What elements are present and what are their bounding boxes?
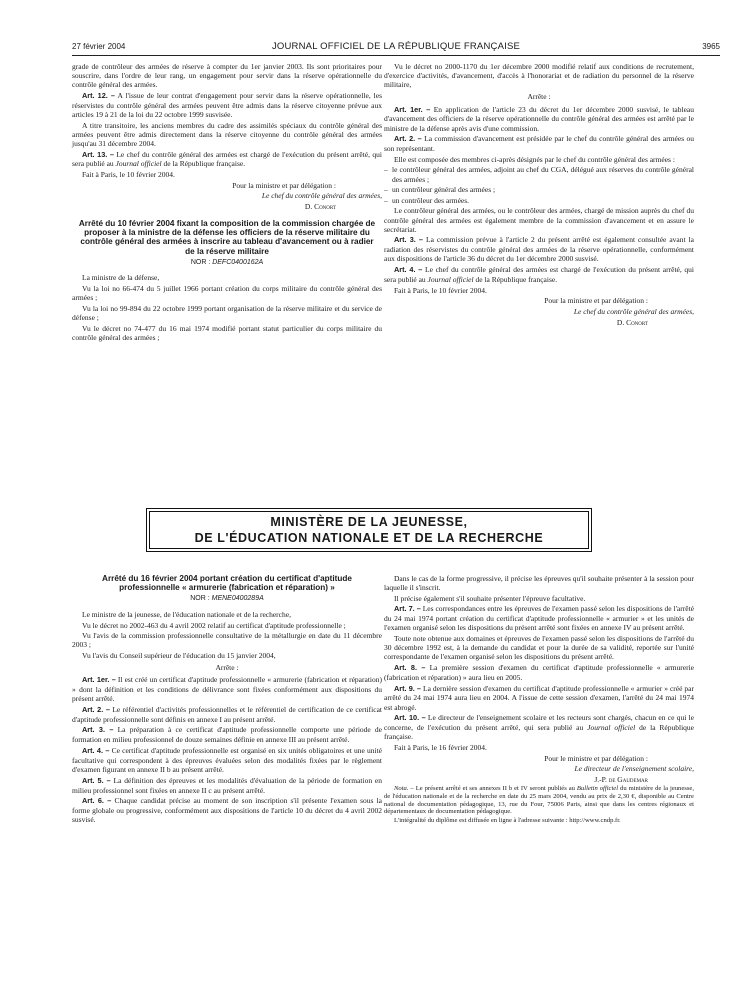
list-item: – le contrôleur général des armées, adjoint au chef du CGA, délégué aux réserves du contrôle général des armées ; bbox=[384, 165, 694, 183]
article-3: Art. 3. – La préparation à ce certificat d'aptitude professionnelle comporte une période de formation en milieu professionnel de douze semaines définie en annexe III au présent arrêté. bbox=[72, 725, 382, 745]
done-at: Fait à Paris, le 16 février 2004. bbox=[394, 742, 487, 752]
article-8: Art. 8. – La première session d'examen du certificat d'aptitude professionnelle « armurerie (fabrication et réparation) » aura lieu en 2005. bbox=[384, 663, 694, 682]
page-number: 3965 bbox=[702, 42, 720, 51]
done-at: Fait à Paris, le 10 février 2004. bbox=[82, 170, 175, 180]
journal-title: JOURNAL OFFICIEL DE LA RÉPUBLIQUE FRANÇAISE bbox=[271, 41, 521, 52]
article-1: Art. 1er. – Il est créé un certificat d'aptitude professionnelle « armurerie (fabrication et réparation) » dont la définition et les conditions de délivrance sont fixées conformément aux dispositions du présent arrêté. bbox=[72, 675, 382, 704]
visa-4: Vu le décret no 2000-1170 du 1er décembre 2000 modifié relatif aux conditions de recrutement, d'exercice d'activités, d'avancement, d'accès à l'honorariat et de radiation du personnel de la réserve militaire, bbox=[384, 62, 694, 90]
ministry-heading-line-2: DE L'ÉDUCATION NATIONALE ET DE LA RECHERCHE bbox=[194, 531, 544, 545]
nota-note: Nota. – Le présent arrêté et ses annexes II b et IV seront publiés au Bulletin officiel du ministère de la jeunesse, de l'éducation nationale et de la recherche en date du 25 mars 2004, vendu au prix de 2,30 €, disponible au Centre national de documentation pédagogique, 13, rue du Four, 75006 Paris, ainsi que dans les centres régionaux et départementaux de documentation pédagogique. bbox=[384, 785, 694, 816]
article-label: Art. 13. – bbox=[82, 149, 114, 159]
column-top-left bbox=[72, 62, 382, 343]
article-3: Art. 3. – La commission prévue à l'article 2 du présent arrêté est également consultée avant la radiation des réservistes du contrôle général des armées de la réserve opérationnelle, conformément aux dispositions de l'article 36 du décret du 1er décembre 2000 susvisé. bbox=[384, 235, 694, 264]
article-label: Art. 2. – bbox=[394, 134, 422, 144]
article-label: Art. 7. – bbox=[394, 604, 421, 614]
article-label: Art. 3. – bbox=[394, 235, 423, 245]
article-2-paragraph-2: Elle est composée des membres ci-après désignés par le chef du contrôle général des armées : bbox=[394, 154, 675, 164]
article-1: Art. 1er. – En application de l'article 23 du décret du 1er décembre 2000 susvisé, le tableau d'avancement des officiers de la réserve opérationnelle du contrôle général des armées est arrêté par le ministre de la défense après avis d'une commission. bbox=[384, 104, 695, 133]
list-item: – un contrôleur général des armées ; bbox=[384, 185, 694, 194]
column-top-right bbox=[384, 62, 694, 328]
ministry-heading-box bbox=[146, 508, 592, 552]
visa-1: Vu le décret no 2002-463 du 4 avril 2002 relatif au certificat d'aptitude professionnelle ; bbox=[82, 620, 346, 630]
visa-3: Vu l'avis du Conseil supérieur de l'éducation du 15 janvier 2004, bbox=[82, 650, 276, 660]
arrete-heading: Arrête : bbox=[527, 92, 551, 102]
article-label: Art. 9. – bbox=[394, 683, 421, 693]
signatory-title: Le directeur de l'enseignement scolaire, bbox=[574, 764, 694, 774]
article-4: Art. 4. – Le chef du contrôle général des armées est chargé de l'exécution du présent arrêté, qui sera publié au Journal officiel de la République française. bbox=[384, 265, 694, 284]
article-10: Art. 10. – Le directeur de l'enseignement scolaire et les recteurs sont chargés, chacun en ce qui le concerne, de l'exécution du présent arrêté, qui sera publié au Journal officiel de la République française. bbox=[384, 713, 694, 742]
column-bottom-right bbox=[384, 574, 694, 826]
online-diffusion-note: L'intégralité du diplôme est diffusée en ligne à l'adresse suivante : http://www.cndp.fr. bbox=[394, 817, 621, 825]
article-label: Art. 12. – bbox=[82, 90, 115, 100]
article-2-paragraph-3: Le contrôleur général des armées, ou le contrôleur des armées, chargé de mission auprès du chef du contrôle général des armées est également membre de la commission d'avancement et en assure le secrétariat. bbox=[384, 206, 694, 234]
delegation-line: Pour la ministre et par délégation : bbox=[544, 296, 648, 306]
article-2: Art. 2. – La commission d'avancement est présidée par le chef du contrôle général des armées ou son représentant. bbox=[384, 134, 694, 154]
header-date: 27 février 2004 bbox=[72, 42, 126, 51]
article-12: Art. 12. – A l'issue de leur contrat d'engagement pour servir dans la réserve opérationnelle, les réservistes du contrôle général des armées peuvent être admis dans la réserve citoyenne prévue aux articles 19 à 21 de la loi du 22 octobre 1999 susvisée. bbox=[72, 90, 382, 119]
preamble-minister: La ministre de la défense, bbox=[82, 273, 160, 283]
delegation-line: Pour la ministre et par délégation : bbox=[232, 180, 336, 190]
column-bottom-left bbox=[72, 574, 382, 826]
ministry-heading-line-1: MINISTÈRE DE LA JEUNESSE, bbox=[270, 515, 468, 529]
list-item: – un contrôleur des armées. bbox=[384, 196, 694, 205]
paragraph: Il précise également s'il souhaite présenter l'épreuve facultative. bbox=[394, 593, 586, 603]
arrete-heading: Arrête : bbox=[215, 663, 239, 673]
page-header bbox=[72, 42, 720, 56]
article-9: Art. 9. – La dernière session d'examen du certificat d'aptitude professionnelle « armurier » créé par arrêté du 24 mai 1974 aura lieu en 2004. A l'issue de cette session d'examen, l'arrêté du 24 mai 1974 est abrogé. bbox=[384, 683, 695, 712]
article-label: Art. 4. – bbox=[82, 745, 110, 755]
article-2: Art. 2. – Le référentiel d'activités professionnelles et le référentiel de certification de ce certificat d'aptitude professionnelle sont définis en annexe I au présent arrêté. bbox=[72, 704, 383, 724]
visa-2: Vu l'avis de la commission professionnelle consultative de la métallurgie en date du 11 décembre 2003 ; bbox=[72, 631, 382, 650]
visa-2: Vu la loi no 99-894 du 22 octobre 1999 portant organisation de la réserve militaire et du service de défense ; bbox=[72, 303, 382, 322]
nor-reference: NOR : MENE0400289A bbox=[190, 595, 264, 603]
article-label: Art. 8. – bbox=[394, 663, 426, 673]
visa-3: Vu le décret no 74-477 du 16 mai 1974 modifié portant statut particulier du corps militaire du contrôle général des armées ; bbox=[72, 323, 382, 342]
signatory-name: D. Conort bbox=[304, 201, 336, 211]
visa-1: Vu la loi no 66-474 du 5 juillet 1966 portant création du corps militaire du contrôle général des armées ; bbox=[72, 284, 382, 303]
continued-paragraph: grade de contrôleur des armées de réserve à compter du 1er janvier 2003. Ils sont prioritaires pour souscrire, dans l'ordre de leur rang, un engagement pour servir dans la réserve opérationnelle du contrôle général des armées. bbox=[72, 62, 382, 90]
decree-title: Arrêté du 16 février 2004 portant création du certificat d'aptitude professionnelle « armurerie (fabrication et réparation) » bbox=[102, 574, 352, 593]
signatory-name: J.-P. de Gaudemar bbox=[594, 774, 648, 784]
article-label: Art. 4. – bbox=[394, 265, 423, 275]
article-label: Art. 3. – bbox=[82, 725, 114, 735]
article-label: Art. 1er. – bbox=[394, 104, 431, 114]
article-12-paragraph-2: A titre transitoire, les anciens membres du cadre des assimilés spéciaux du contrôle général des armées peuvent être admis directement dans la réserve citoyenne du contrôle général des armées jusqu'au 31 décembre 2004. bbox=[72, 120, 382, 148]
article-label: Art. 5. – bbox=[82, 775, 111, 785]
article-4: Art. 4. – Ce certificat d'aptitude professionnelle est organisé en six unités obligatoires et une unité facultative qui correspondent à des épreuves évaluées selon des modalités fixées par le règlement d'examen figurant en annexe II b au présent arrêté. bbox=[72, 745, 382, 775]
article-7: Art. 7. – Les correspondances entre les épreuves de l'examen passé selon les dispositions de l'arrêté du 24 mai 1974 portant création du certificat d'aptitude professionnelle « armurier » et les unités de l'examen organisé selon les dispositions du présent arrêté sont fixées en annexe IV au présent arrêté. bbox=[384, 604, 694, 633]
article-13: Art. 13. – Le chef du contrôle général des armées est chargé de l'exécution du présent arrêté, qui sera publié au Journal officiel de la République française. bbox=[72, 149, 382, 169]
article-7-paragraph-2: Toute note obtenue aux domaines et épreuves de l'examen passé selon les dispositions de l'arrêté du 30 décembre 1992 est, à la demande du candidat et pour la durée de sa validité, reportée sur l'unité correspondante de l'examen organisé selon les dispositions du présent arrêté. bbox=[384, 634, 694, 662]
nor-reference: NOR : DEFC0400162A bbox=[190, 258, 264, 266]
signatory-name: D. Conort bbox=[616, 317, 648, 327]
preamble-minister: Le ministre de la jeunesse, de l'éducation nationale et de la recherche, bbox=[82, 609, 291, 619]
delegation-line: Pour le ministre et par délégation : bbox=[544, 753, 648, 763]
article-label: Art. 2. – bbox=[82, 704, 110, 714]
decree-title: Arrêté du 10 février 2004 fixant la composition de la commission chargée de proposer à la ministre de la défense les officiers de la réserve militaire du contrôle général des armées à inscrire au tableau d'avancement ou à radier de la réserve militaire bbox=[78, 219, 376, 256]
article-5: Art. 5. – La définition des épreuves et les modalités d'évaluation de la période de formation en milieu professionnel sont fixées en annexe II c au présent arrêté. bbox=[72, 775, 383, 795]
done-at: Fait à Paris, le 10 février 2004. bbox=[394, 285, 487, 295]
signatory-title: Le chef du contrôle général des armées, bbox=[261, 191, 382, 201]
article-label: Art. 10. – bbox=[394, 713, 426, 723]
article-label: Art. 6. – bbox=[82, 796, 112, 806]
article-label: Art. 1er. – bbox=[82, 675, 116, 685]
signatory-title: Le chef du contrôle général des armées, bbox=[573, 306, 694, 316]
paragraph: Dans le cas de la forme progressive, il précise les épreuves qu'il souhaite présenter à la session pour laquelle il s'inscrit. bbox=[384, 574, 694, 593]
article-6: Art. 6. – Chaque candidat précise au moment de son inscription s'il présente l'examen sous la forme globale ou progressive, conformément aux dispositions de l'article 10 du décret du 4 avril 2002 susvisé. bbox=[72, 796, 383, 825]
